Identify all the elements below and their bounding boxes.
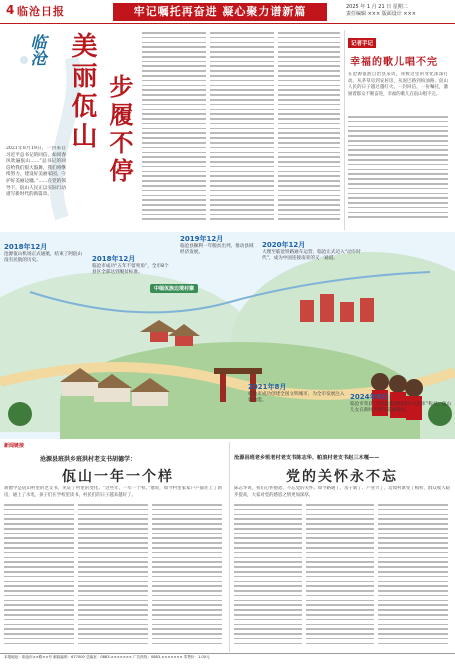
story-text-col-3 (378, 504, 448, 650)
event-year: 2019年12月 (180, 235, 224, 243)
event-year: 2018年12月 (92, 255, 136, 263)
event-text: 临沧市成功创建全国文明城市，为全市发展注入新动能。 (248, 392, 345, 404)
story-text-col-1 (234, 504, 302, 650)
event-text: 临沧县顺利一年脱贫出列，推动县域经济发展。 (180, 244, 254, 256)
story-subtitle: 沧源县班老乡班老村老支书陈志华、帕浪村老支书赵三木嘎—— (234, 455, 380, 461)
timeline-event (4, 242, 84, 265)
feature-lead: 2021年8月19日，一封来自习近平总书记的回信，如同春风吹遍佤山……“总书记的回信给我们很大鼓舞，我们将继续努力，建设好美丽家园，守护好美丽边疆。”……在党的领导下，佤山人民正以实际行动谱写新时代的新篇章。 (6, 146, 66, 198)
event-year: 2018年12月 (4, 243, 48, 251)
story-text-col-3 (152, 504, 222, 650)
event-year: 2021年8月 (248, 383, 287, 391)
timeline-event (262, 240, 362, 263)
event-text: 临沧市荣获“全国民族团结进步示范市”称号，佤山儿女在新时代续写美丽篇章。 (350, 402, 452, 414)
event-text: 临沧市成功“五年不留死角”，全市8个县区全部达到脱贫标准。 (92, 264, 169, 276)
sidebar-text-lines (348, 116, 448, 226)
story-text-col-2 (78, 504, 148, 650)
lower-left-story (0, 442, 226, 652)
story-text-col-2 (306, 504, 374, 650)
slogan-banner: 牢记嘱托再奋进 凝心聚力谱新篇 (113, 3, 327, 21)
story-text-col-1 (4, 504, 74, 650)
issue-date: 2025 年 1 月 21 日 星期二 (346, 4, 408, 10)
timeline-event (92, 254, 172, 277)
story-subtitle: 沧源县班洪乡班洪村老支书胡德学： (40, 456, 137, 463)
event-text: 大理至临沧铁路通车运营，临沧正式迈入“动车时代”，成为中国连接南亚的又一通道。 (262, 250, 361, 262)
timeline-event (350, 392, 452, 415)
issue-meta (346, 4, 452, 18)
story-title: 党的关怀永不忘 (286, 469, 398, 485)
story-body: 陈志华说，我们心怀感恩，不忘党的关怀。如今路通了、房子新了、产业兴了，边境村寨变了模样，群众收入稳步提高，大家对党的感恩之情更加深厚。 (234, 486, 450, 498)
event-year: 2024年8月 (350, 393, 389, 401)
timeline-event (248, 382, 348, 405)
footer-imprint: 本报地址：临沧市××路××号 邮政编码：677000 总编室：0883-××××××× 广告热线：0883-××××××× 零售价：1.00元 (0, 653, 455, 665)
story-title: 佤山一年一个样 (62, 469, 174, 485)
feature-brand: 临沧 (28, 34, 47, 66)
feature-title-b: 步履不停 (105, 74, 134, 186)
timeline-illustration (0, 232, 455, 439)
paper-name: 临沧日报 (17, 5, 65, 18)
page-number: 4 (6, 3, 15, 17)
feature-title-block (2, 28, 138, 228)
story-tag: 新闻链接 (4, 443, 25, 449)
sidebar-tag: 记者手记 (348, 38, 376, 48)
event-year: 2020年12月 (262, 241, 306, 249)
lower-right-story (229, 442, 453, 652)
sidebar-body: 在沧源佤族自治县采访，我被这里的变化深深打动。从茅草房到安居房，从泥巴路到柏油路，佤山人民的日子越过越红火。一封回信，一份嘱托，激励着群众不断奋进，幸福的歌儿在佤山唱不完。 (348, 72, 448, 97)
road-label: 中缅佤族边境村寨 (150, 284, 198, 293)
main-article-col-2 (210, 32, 274, 230)
event-text: 沧源佤山机场正式通航，结束了阿佤山没有民航的历史。 (4, 252, 83, 264)
masthead (0, 0, 455, 24)
editor-credits: 责任编辑 ××× 版面设计 ××× (346, 11, 416, 17)
sidebar-column (344, 30, 452, 230)
main-article-col-1 (142, 32, 206, 230)
main-article-col-3 (278, 32, 340, 230)
timeline-event (180, 234, 256, 257)
feature-title-a: 美丽佤山 (67, 32, 97, 152)
sidebar-title: 幸福的歌儿唱不完 (350, 57, 438, 68)
story-body: 胡德学是佤山村里的老支书，见证了村里的变化。“这些年，一年一个样。”他说，如今村里家家户户都住上了新房，通上了水电，孩子们在学校里读书，村民们的日子越来越好了。 (4, 486, 222, 498)
